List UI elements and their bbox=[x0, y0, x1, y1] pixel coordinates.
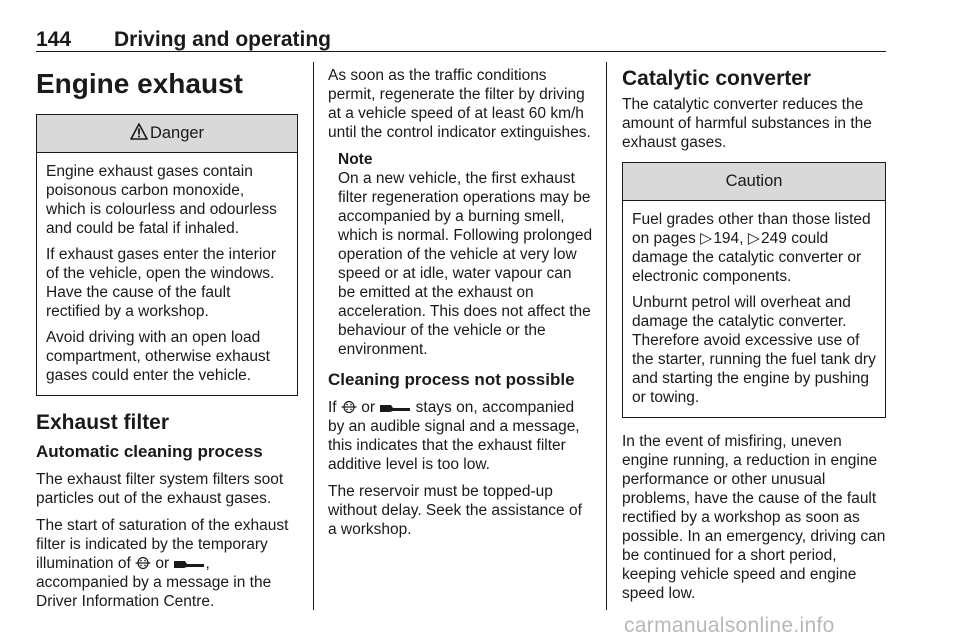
exhaust-additive-icon bbox=[379, 402, 411, 414]
danger-paragraph: Engine exhaust gases contain poisonous carbon monoxide, which is colourless and odourless and could be fatal if inhaled. bbox=[46, 163, 277, 237]
body-paragraph: As soon as the traffic conditions permit, regenerate the filter by driving at a vehicle speed of at least 60 km/h until the control indicator extinguishes. bbox=[328, 67, 591, 141]
danger-paragraph: Avoid driving with an open load compartment, otherwise exhaust gases could enter the vehicle. bbox=[46, 329, 270, 384]
engine-exhaust-heading: Engine exhaust bbox=[36, 68, 243, 99]
page-link[interactable]: 249 bbox=[761, 230, 787, 247]
column-2 bbox=[328, 64, 593, 547]
page-reference-icon: ▷ bbox=[700, 230, 713, 247]
body-paragraph: The reservoir must be topped-up without delay. Seek the assistance of a workshop. bbox=[328, 483, 582, 538]
note-text: On a new vehicle, the first exhaust filter regeneration operations may be accompanied by a burning smell, which is normal. Following prolonged operation of the vehicle at very low speed or at idle, water vapour can be emitted at the exhaust on acceleration. This does not affect the behaviour of the vehicle or the environment. bbox=[338, 170, 593, 358]
column-3 bbox=[622, 64, 886, 611]
note-block bbox=[328, 150, 593, 359]
caution-paragraph: Unburnt petrol will overheat and damage the catalytic converter. Therefore avoid excessive use of the starter, running the fuel tank dry and starting the engine by pushing or towing. bbox=[632, 294, 876, 406]
danger-box bbox=[36, 114, 298, 396]
exhaust-filter-icon bbox=[135, 556, 151, 570]
body-paragraph: The start of saturation of the exhaust filter is indicated by the temporary illumination of or , accompanied by a message in the Driver Information Centre. bbox=[36, 517, 289, 610]
caution-box bbox=[622, 162, 886, 418]
note-label: Note bbox=[338, 151, 373, 168]
column-divider bbox=[606, 62, 607, 610]
body-paragraph: If or stays on, accompanied by an audible signal and a message, this indicates that the exhaust filter additive level is too low. bbox=[328, 399, 580, 473]
column-divider bbox=[313, 62, 314, 610]
body-paragraph: The exhaust filter system filters soot particles out of the exhaust gases. bbox=[36, 471, 284, 507]
page-header bbox=[36, 26, 886, 52]
page-reference-icon: ▷ bbox=[747, 230, 760, 247]
danger-paragraph: If exhaust gases enter the interior of the vehicle, open the windows. Have the cause of the fault rectified by a workshop. bbox=[46, 246, 277, 320]
caution-paragraph: Fuel grades other than those listed on pages ▷ 194, ▷ 249 could damage the catalytic converter or electronic components. bbox=[632, 211, 871, 285]
column-1 bbox=[36, 64, 298, 619]
section-title: Driving and operating bbox=[114, 28, 332, 51]
catalytic-converter-heading: Catalytic converter bbox=[622, 67, 812, 90]
body-paragraph: In the event of misfiring, uneven engine running, a reduction in engine performance or other unusual problems, have the cause of the fault rectified by a workshop as soon as possible. In an emergency, driving can be continued for a short period, keeping vehicle speed and engine speed low. bbox=[622, 433, 886, 602]
automatic-cleaning-heading: Automatic cleaning process bbox=[36, 442, 263, 461]
page-number: 144 bbox=[36, 28, 72, 51]
danger-label: Danger bbox=[149, 124, 205, 142]
danger-box-header bbox=[37, 115, 297, 153]
exhaust-filter-icon bbox=[341, 400, 357, 414]
exhaust-additive-icon bbox=[173, 558, 205, 570]
cleaning-not-possible-heading: Cleaning process not possible bbox=[328, 370, 575, 389]
body-paragraph: The catalytic converter reduces the amount of harmful substances in the exhaust gases. bbox=[622, 96, 872, 151]
watermark: carmanualsonline.info bbox=[624, 614, 835, 637]
caution-box-header: Caution bbox=[623, 163, 885, 201]
exhaust-filter-heading: Exhaust filter bbox=[36, 411, 170, 434]
warning-triangle-icon bbox=[130, 123, 148, 140]
page-link[interactable]: 194 bbox=[713, 230, 740, 247]
